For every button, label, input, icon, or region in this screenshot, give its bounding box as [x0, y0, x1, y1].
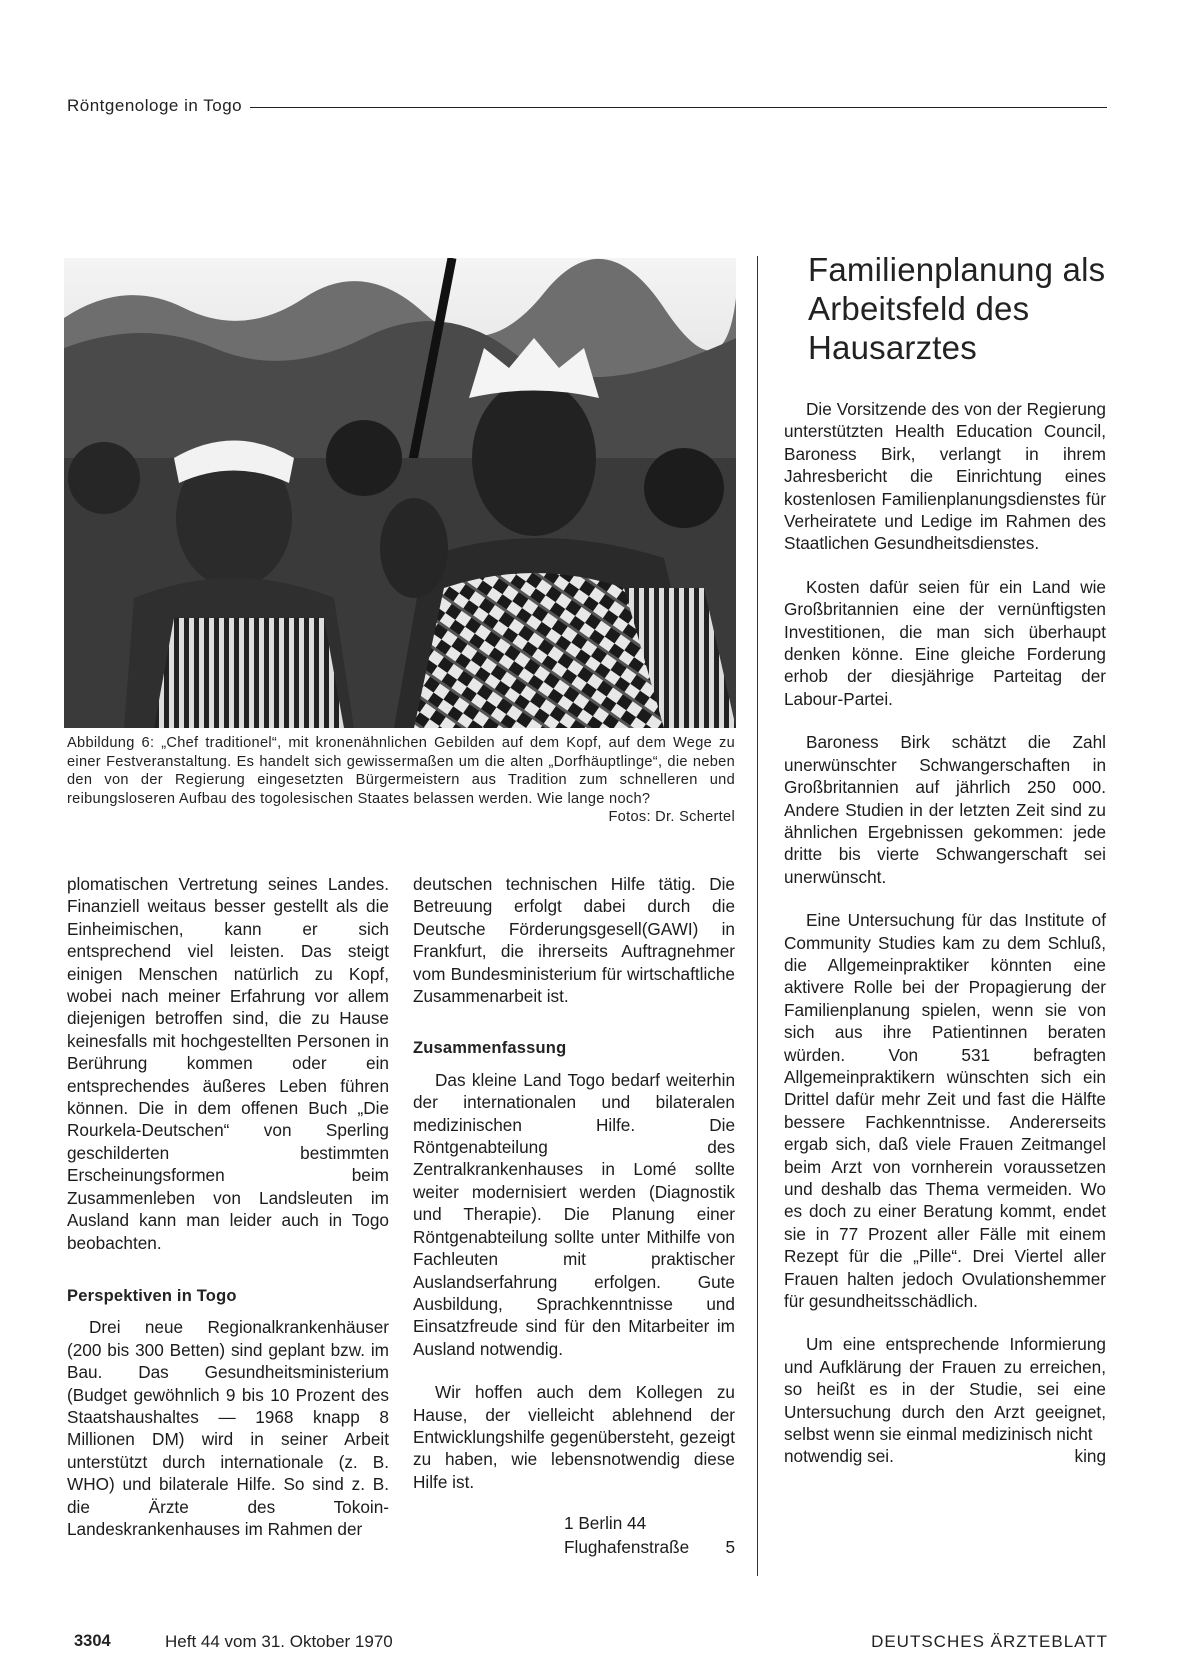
- article-column-2: [413, 873, 735, 1559]
- running-title: Röntgenologe in Togo: [67, 96, 243, 115]
- figure-photo: [64, 258, 736, 728]
- page-number: 3304: [74, 1632, 111, 1650]
- section-heading-zusammenfassung: Zusammenfassung: [413, 1039, 567, 1058]
- paragraph: Eine Untersuchung für das Institute of Community Studies kam zu dem Schluß, die Allgemeinpraktiker könnten eine aktivere Rolle bei der Propagierung der Familienplanung spielen, wenn sie von sich aus ihre Patientinnen beraten würden. Von 531 befragten Allgemeinpraktikern wünschten sich ein Drittel dafür mehr Zeit und fast die Hälfte bessere Fachkenntnisse. Andererseits ergab sich, daß viele Frauen Zeitmangel beim Arzt von vornherein voraussetzen und deshalb das Thema vermeiden. Wo es doch zu einer Beratung kommt, endet sie in 77 Prozent aller Fälle mit einem Rezept für die „Pille“. Drei Viertel aller Frauen halten jedoch Ovulationshemmer für gesundheitsschädlich.: [784, 910, 1106, 1312]
- paragraph-end: notwendig sei.: [784, 1446, 894, 1467]
- article-column-3: [784, 398, 1106, 1468]
- address-number: 5: [725, 1537, 735, 1558]
- paragraph: Die Vorsitzende des von der Regierung unterstützten Health Education Council, Baroness Birk, verlangt in ihrem Jahresbericht die Einrichtung eines kostenlosen Familienplanungsdienstes für Verheiratete und Ledige im Rahmen des Staatlichen Gesundheitsdienstes.: [784, 399, 1106, 554]
- running-header: [67, 96, 1107, 116]
- photo-illustration: [64, 258, 736, 728]
- photo-credit: Fotos: Dr. Schertel: [608, 809, 735, 826]
- journal-name: DEUTSCHES ÄRZTEBLATT: [871, 1632, 1108, 1651]
- paragraph: deutschen technischen Hilfe tätig. Die Betreuung erfolgt dabei durch die Deutsche Förderungsgesell(GAWI) in Frankfurt, die ihrerseits Auftragnehmer vom Bundesministerium für wirtschaftliche Zusammenarbeit ist.: [413, 874, 735, 1007]
- issue-info: Heft 44 vom 31. Oktober 1970: [165, 1632, 393, 1651]
- column-divider: [757, 256, 758, 1576]
- section-heading-perspektiven: Perspektiven in Togo: [67, 1286, 237, 1305]
- figure-caption: [67, 734, 735, 827]
- address-street: Flughafenstraße: [564, 1537, 690, 1558]
- article-column-1: [67, 873, 389, 1540]
- paragraph: Drei neue Regionalkrankenhäuser (200 bis 300 Betten) sind geplant bzw. im Bau. Das Gesundheitsministerium (Budget gewöhnlich 9 bis 10 Prozent des Staatshaushaltes — 1968 knapp 8 Millionen DM) wird in seiner Arbeit unterstützt durch internationale (z. B. WHO) und bilaterale Hilfe. So sind z. B. die Ärzte des Tokoin-Landeskrankenhauses im Rahmen der: [67, 1317, 389, 1539]
- paragraph: Um eine entsprechende Informierung und Aufklärung der Frauen zu erreichen, so heißt es in der Studie, sei eine Untersuchung durch den Arzt geeignet, selbst wenn sie einmal medizinisch nicht: [784, 1334, 1106, 1445]
- caption-text: Abbildung 6: „Chef traditionel“, mit kronenähnlichen Gebilden auf dem Kopf, auf dem Wege zu einer Festveranstaltung. Es handelt sich gewissermaßen um die alten „Dorfhäuptlinge“, die neben den von der Regierung eingesetzten Bürgermeistern aus Tradition zum schnelleren und reibungsloseren Aufbau des togolesischen Staates belassen werden. Wie lange noch?: [67, 735, 735, 807]
- article-headline: Familienplanung als Arbeitsfeld des Hausarztes: [808, 251, 1106, 366]
- header-rule: [250, 107, 1107, 108]
- paragraph: Baroness Birk schätzt die Zahl unerwünschter Schwangerschaften in Großbritannien auf jährlich 250 000. Andere Studien in der letzten Zeit sind zu ähnlichen Ergebnissen gekommen: jede dritte bis vierte Schwangerschaft sei unerwünscht.: [784, 732, 1106, 887]
- author-signature: king: [1074, 1446, 1106, 1467]
- address-city: 1 Berlin 44: [564, 1513, 647, 1534]
- author-address: [413, 1511, 735, 1559]
- address-street-line: [564, 1535, 735, 1559]
- paragraph: Das kleine Land Togo bedarf weiterhin der internationalen und bilateralen medizinischen Hilfe. Die Röntgenabteilung des Zentralkrankenhauses in Lomé sollte weiter modernisiert werden (Diagnostik und Therapie). Die Planung einer Röntgenabteilung sollte unter Mithilfe von Fachleuten mit praktischer Auslandserfahrung erfolgen. Gute Ausbildung, Sprachkenntnisse und Einsatzfreude sind für den Mitarbeiter im Ausland notwendig.: [413, 1069, 735, 1359]
- paragraph: Kosten dafür seien für ein Land wie Großbritannien eine der vernünftigsten Investitionen, die man sich überhaupt denken könne. Eine gleiche Forderung erhob der diesjährige Parteitag der Labour-Partei.: [784, 576, 1106, 709]
- paragraph: plomatischen Vertretung seines Landes. Finanziell weitaus besser gestellt als die Einheimischen, kann er sich entsprechend viel leisten. Das steigt einigen Menschen natürlich zu Kopf, wobei nach meiner Erfahrung vor allem diejenigen betroffen sind, die zu Hause keinesfalls mit hochgestellten Personen in Berührung kommen oder ein entsprechendes äußeres Leben führen können. Die in dem offenen Buch „Die Rourkela-Deutschen“ von Sperling geschilderten bestimmten Erscheinungsformen beim Zusammenleben von Landsleuten im Ausland kann man leider auch in Togo beobachten.: [67, 874, 389, 1253]
- closing-line: [784, 1445, 1106, 1467]
- paragraph: Wir hoffen auch dem Kollegen zu Hause, der vielleicht ablehnend der Entwicklungshilfe gegenübersteht, gezeigt zu haben, wie lebensnotwendig diese Hilfe ist.: [413, 1382, 735, 1492]
